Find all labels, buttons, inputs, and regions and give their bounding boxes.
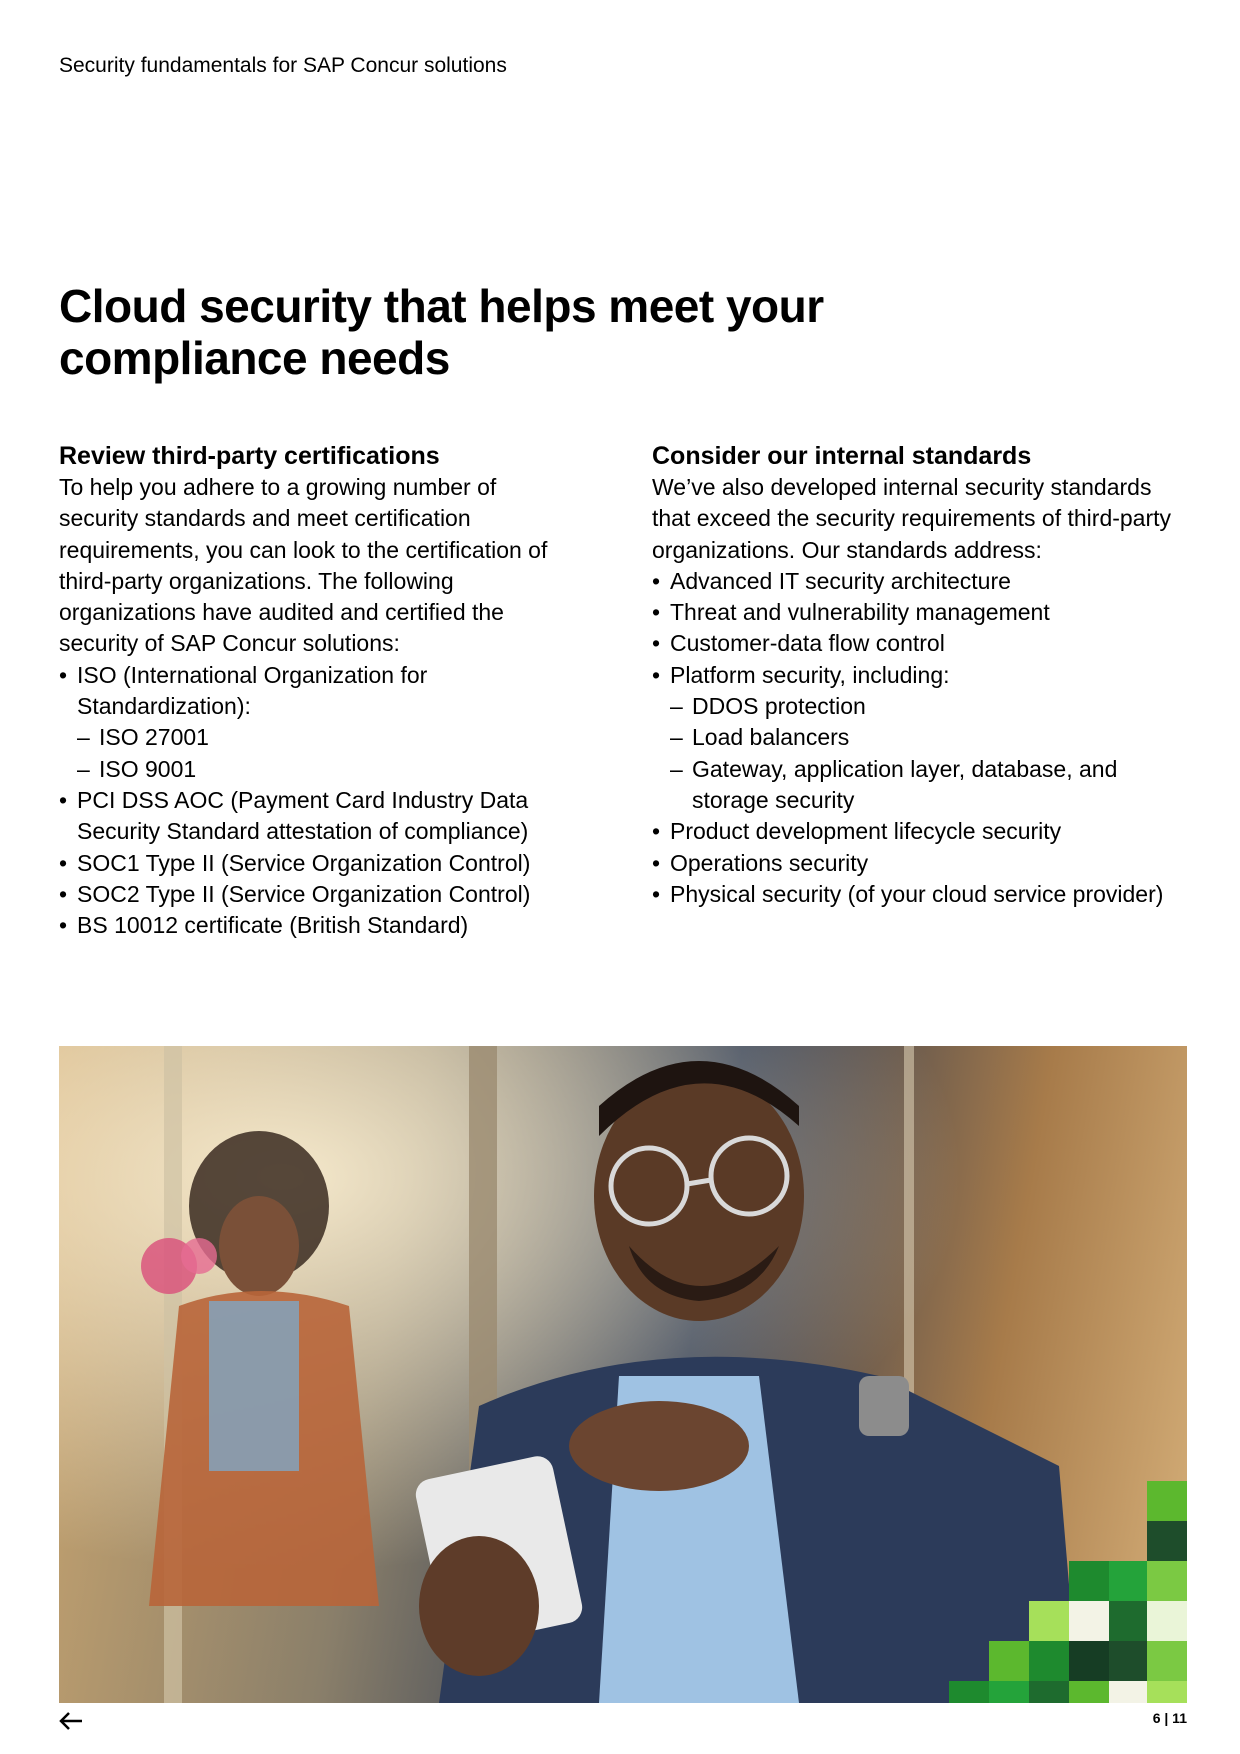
list-item: • Threat and vulnerability management [652, 597, 1192, 628]
list-item: • ISO (International Organization for Standardization): – ISO 27001 – ISO 9001 [59, 660, 579, 785]
page-number: 6 | 11 [1152, 1710, 1187, 1726]
list-item: – ISO 9001 [77, 754, 579, 785]
page-title-line2: compliance needs [59, 332, 450, 384]
page-title [59, 280, 959, 384]
list-item: • PCI DSS AOC (Payment Card Industry Data Security Standard attestation of compliance) [59, 785, 579, 848]
document-header-title: Security fundamentals for SAP Concur solutions [59, 54, 507, 77]
list-item: • Platform security, including: – DDOS protection – Load balancers – Gateway, application layer, database, and storage security [652, 660, 1192, 816]
list-item: • Operations security [652, 848, 1192, 879]
list-item: – Load balancers [670, 722, 1192, 753]
internal-standards-heading: Consider our internal standards [652, 442, 1032, 470]
internal-standards-list [652, 566, 1192, 910]
platform-sublist [670, 691, 1192, 816]
certifications-column [59, 440, 579, 941]
photo-illustration [59, 1046, 1187, 1703]
arrow-left-icon[interactable] [58, 1708, 84, 1734]
list-item: – ISO 27001 [77, 722, 579, 753]
list-item: – DDOS protection [670, 691, 1192, 722]
internal-standards-intro: We’ve also developed internal security standards that exceed the security requirements of third-party organizations. Our standards address: [652, 474, 1172, 563]
list-item: • Product development lifecycle security [652, 816, 1192, 847]
iso-sublist [77, 722, 579, 785]
internal-standards-column [652, 440, 1192, 910]
hero-photo [59, 1046, 1187, 1703]
list-item: • Advanced IT security architecture [652, 566, 1192, 597]
list-item: – Gateway, application layer, database, and storage security [670, 754, 1192, 817]
certifications-list [59, 660, 579, 942]
list-item: • SOC1 Type II (Service Organization Control) [59, 848, 579, 879]
list-item: • Physical security (of your cloud service provider) [652, 879, 1192, 910]
list-item: • Customer-data flow control [652, 628, 1192, 659]
list-item: • SOC2 Type II (Service Organization Control) [59, 879, 579, 910]
list-item: • BS 10012 certificate (British Standard) [59, 910, 579, 941]
certifications-heading: Review third-party certifications [59, 442, 440, 470]
page-title-line1: Cloud security that helps meet your [59, 280, 824, 332]
certifications-intro: To help you adhere to a growing number of security standards and meet certification requirements, you can look to the certification of third-party organizations. The following organizations have audited and certified the security of SAP Concur solutions: [59, 474, 548, 657]
